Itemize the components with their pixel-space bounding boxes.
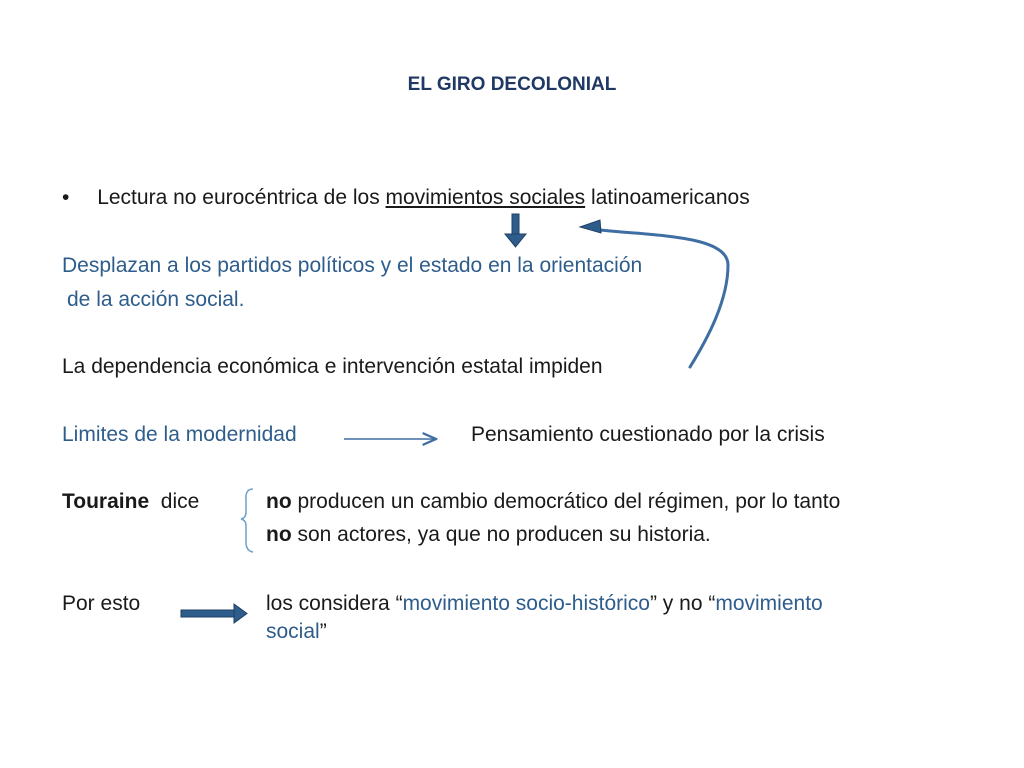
- por-esto-close-quote: ”: [319, 620, 327, 643]
- desplazan-line-1: Desplazan a los partidos políticos y el estado en la orientación: [62, 254, 643, 277]
- touraine-name: Touraine: [62, 490, 150, 513]
- touraine-text-1: producen un cambio democrático del régimen, por lo tanto: [291, 490, 841, 513]
- touraine-no-1: no: [266, 490, 292, 513]
- por-esto-text: [266, 591, 823, 617]
- touraine-text-2: son actores, ya que no producen su historia.: [291, 523, 711, 546]
- bullet-text-after: latinoamericanos: [585, 186, 750, 209]
- bullet-text-before: Lectura no eurocéntrica de los: [97, 186, 386, 209]
- bullet-line: [62, 185, 750, 211]
- dependencia-line: La dependencia económica e intervención estatal impiden: [62, 355, 603, 378]
- por-esto-text-line2: [266, 619, 327, 645]
- por-esto-text-1: los considera “: [266, 592, 403, 615]
- touraine-dice: dice: [160, 490, 200, 513]
- touraine-no-2: no: [266, 523, 292, 546]
- quote-social: social: [266, 620, 320, 643]
- limites-label: Limites de la modernidad: [62, 423, 297, 446]
- desplazan-line-2: de la acción social.: [67, 288, 245, 311]
- down-arrow-icon: [505, 214, 526, 247]
- quote-movimiento: movimiento: [715, 592, 823, 615]
- touraine-label: [62, 489, 199, 515]
- quote-socio-historico: movimiento socio-histórico: [402, 592, 650, 615]
- curved-arrow-icon: [580, 220, 728, 367]
- touraine-point-2: [266, 522, 711, 548]
- bullet-marker: •: [62, 186, 70, 209]
- slide-title: EL GIRO DECOLONIAL: [407, 74, 617, 95]
- touraine-point-1: [266, 489, 840, 515]
- por-esto-label: Por esto: [62, 592, 141, 615]
- bullet-underlined-term: movimientos sociales: [385, 186, 586, 209]
- brace-icon: [241, 489, 253, 552]
- block-right-arrow-icon: [181, 604, 247, 623]
- por-esto-text-2: ” y no “: [649, 592, 716, 615]
- pensamiento-text: Pensamiento cuestionado por la crisis: [471, 423, 825, 446]
